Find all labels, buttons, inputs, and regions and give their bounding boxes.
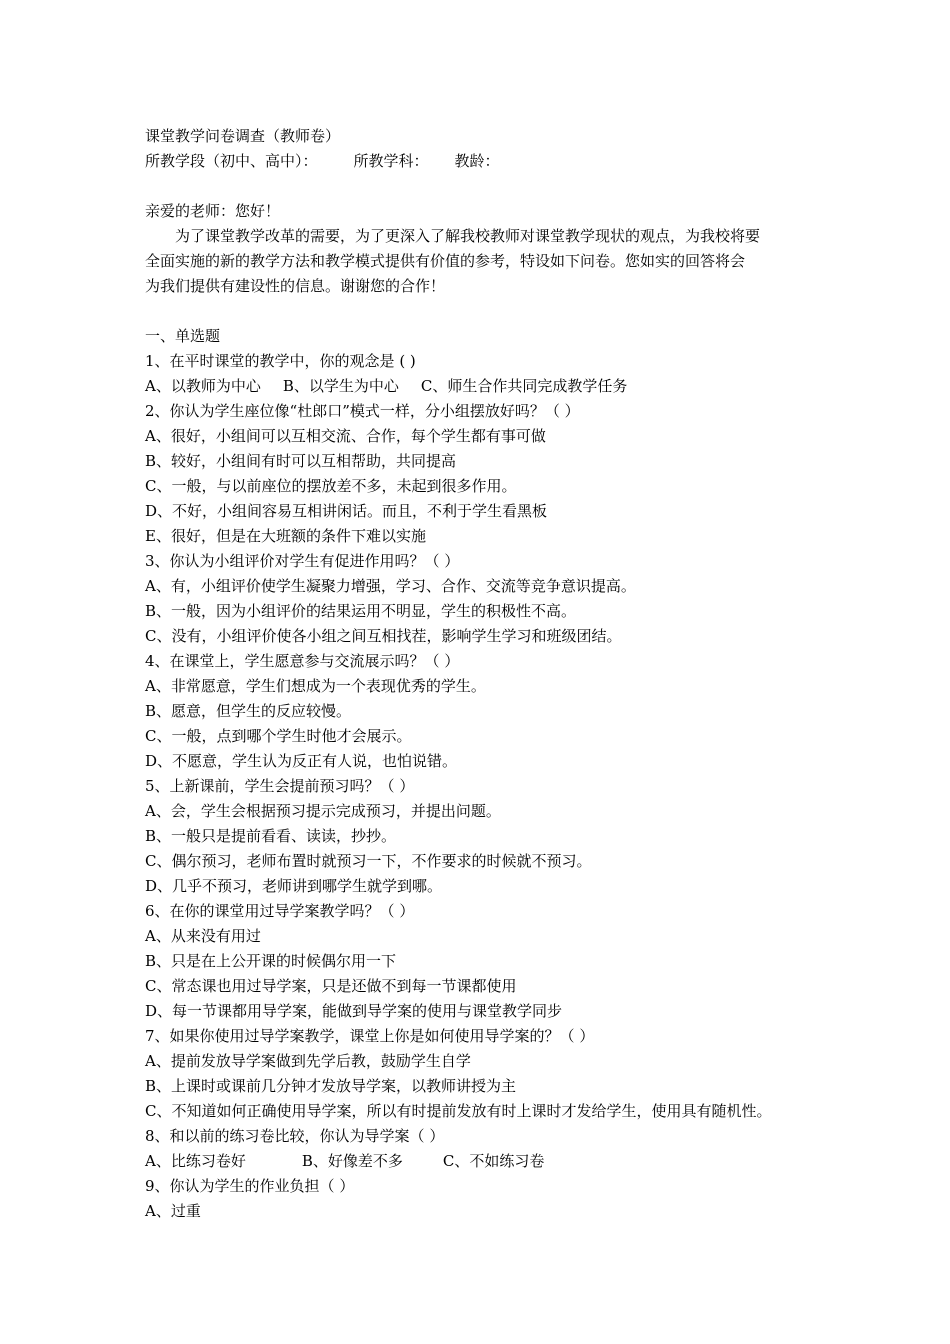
option-a: A、比练习卷好 (145, 1152, 246, 1170)
survey-title: 课堂教学问卷调查（教师卷） (145, 127, 341, 145)
question-1-stem: 1、在平时课堂的教学中，你的观念是 ( ) (145, 352, 416, 370)
document-page (145, 124, 835, 1224)
teacher-info-fields (145, 149, 835, 174)
question-6-option-b: B、只是在上公开课的时候偶尔用一下 (145, 952, 397, 970)
question-2-option-c: C、一般，与以前座位的摆放差不多，未起到很多作用。 (145, 477, 517, 495)
question-5-stem: 5、上新课前，学生会提前预习吗？（ ） (145, 777, 415, 795)
option-b: B、好像差不多 (301, 1152, 403, 1170)
question-6-option-c: C、常态课也用过导学案，只是还做不到每一节课都使用 (145, 977, 517, 995)
question-4-option-c: C、一般，点到哪个学生时他才会展示。 (145, 727, 412, 745)
question-8-options (145, 1149, 835, 1174)
field-subject: 所教学科： (353, 152, 429, 170)
option-c: C、师生合作共同完成教学任务 (420, 377, 628, 395)
question-3-stem: 3、你认为小组评价对学生有促进作用吗？（ ） (145, 552, 460, 570)
intro-paragraph-line-3: 为我们提供有建设性的信息。谢谢您的合作！ (145, 277, 446, 295)
question-4-stem: 4、在课堂上，学生愿意参与交流展示吗？（ ） (145, 652, 460, 670)
question-5-option-d: D、几乎不预习，老师讲到哪学生就学到哪。 (145, 877, 443, 895)
blank-line (145, 174, 835, 199)
section-title: 一、单选题 (145, 327, 221, 345)
question-5-option-c: C、偶尔预习，老师布置时就预习一下，不作要求的时候就不预习。 (145, 852, 592, 870)
field-years: 教龄： (454, 152, 500, 170)
question-2-stem: 2、你认为学生座位像“杜郎口”模式一样，分小组摆放好吗？（ ） (145, 402, 580, 420)
question-2-option-d: D、不好，小组间容易互相讲闲话。而且，不利于学生看黑板 (145, 502, 548, 520)
intro-paragraph-line-2: 全面实施的新的教学方法和教学模式提供有价值的参考，特设如下问卷。您如实的回答将会 (145, 252, 746, 270)
question-3-option-a: A、有，小组评价使学生凝聚力增强，学习、合作、交流等竞争意识提高。 (145, 577, 636, 595)
question-7-stem: 7、如果你使用过导学案教学，课堂上你是如何使用导学案的？（ ） (145, 1027, 595, 1045)
question-5-option-a: A、会，学生会根据预习提示完成预习，并提出问题。 (145, 802, 501, 820)
question-4-option-b: B、愿意，但学生的反应较慢。 (145, 702, 352, 720)
question-7-option-b: B、上课时或课前几分钟才发放导学案，以教师讲授为主 (145, 1077, 517, 1095)
question-2-option-a: A、很好，小组间可以互相交流、合作，每个学生都有事可做 (145, 427, 546, 445)
question-9-option-a: A、过重 (145, 1202, 201, 1220)
greeting: 亲爱的老师：您好！ (145, 202, 281, 220)
question-3-option-c: C、没有，小组评价使各小组之间互相找茬，影响学生学习和班级团结。 (145, 627, 622, 645)
option-c: C、不如练习卷 (442, 1152, 545, 1170)
question-3-option-b: B、一般，因为小组评价的结果运用不明显，学生的积极性不高。 (145, 602, 577, 620)
field-stage: 所教学段（初中、高中）： (145, 152, 318, 170)
blank-line (145, 299, 835, 324)
question-2-option-b: B、较好，小组间有时可以互相帮助，共同提高 (145, 452, 457, 470)
question-4-option-a: A、非常愿意，学生们想成为一个表现优秀的学生。 (145, 677, 486, 695)
intro-paragraph-line-1: 为了课堂教学改革的需要，为了更深入了解我校教师对课堂教学现状的观点，为我校将要 (175, 227, 761, 245)
question-1-options (145, 374, 835, 399)
question-7-option-a: A、提前发放导学案做到先学后教，鼓励学生自学 (145, 1052, 471, 1070)
question-4-option-d: D、不愿意，学生认为反正有人说，也怕说错。 (145, 752, 458, 770)
question-2-option-e: E、很好，但是在大班额的条件下难以实施 (145, 527, 426, 545)
question-5-option-b: B、一般只是提前看看、读读，抄抄。 (145, 827, 397, 845)
question-8-stem: 8、和以前的练习卷比较，你认为导学案（ ） (145, 1127, 445, 1145)
question-6-stem: 6、在你的课堂用过导学案教学吗？（ ） (145, 902, 415, 920)
question-6-option-a: A、从来没有用过 (145, 927, 261, 945)
option-a: A、以教师为中心 (145, 377, 261, 395)
question-7-option-c: C、不知道如何正确使用导学案，所以有时提前发放有时上课时才发给学生，使用具有随机性。 (145, 1102, 772, 1120)
question-9-stem: 9、你认为学生的作业负担（ ） (145, 1177, 355, 1195)
option-b: B、以学生为中心 (282, 377, 399, 395)
question-6-option-d: D、每一节课都用导学案，能做到导学案的使用与课堂教学同步 (145, 1002, 563, 1020)
